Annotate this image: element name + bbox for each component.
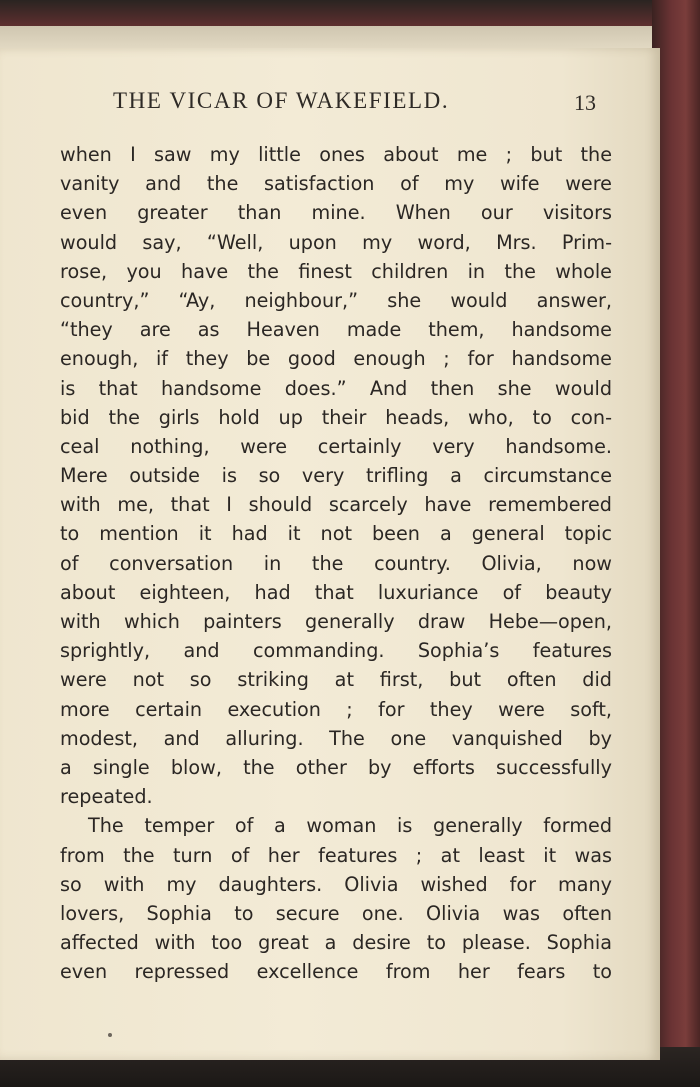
text-line: would say, “Well, upon my word, Mrs. Prim- (60, 230, 612, 254)
text-line: sprightly, and commanding. Sophia’s features (60, 639, 612, 663)
text-line: even greater than mine. When our visitors (60, 201, 612, 225)
text-line: is that handsome does.” And then she would (60, 376, 612, 400)
text-line: of conversation in the country. Olivia, now (60, 551, 612, 575)
text-line: lovers, Sophia to secure one. Olivia was often (60, 901, 612, 925)
text-line: Mere outside is so very trifling a circumstance (60, 464, 612, 488)
text-line: from the turn of her features ; at least it was (60, 843, 612, 867)
paper-speck (108, 1033, 112, 1037)
text-line: a single blow, the other by efforts successfully (60, 755, 612, 779)
text-line: even repressed excellence from her fears to (60, 960, 612, 984)
page-number: 13 (574, 90, 596, 115)
text-line: about eighteen, had that luxuriance of beauty (60, 580, 612, 604)
text-line: modest, and alluring. The one vanquished by (60, 726, 612, 750)
text-line: were not so striking at first, but often did (60, 668, 612, 692)
text-line: more certain execution ; for they were soft, (60, 697, 612, 721)
running-title: THE VICAR OF WAKEFIELD. (113, 88, 450, 113)
running-head (0, 88, 660, 122)
text-line: “they are as Heaven made them, handsome (60, 318, 612, 342)
text-line: when I saw my little ones about me ; but the (60, 143, 612, 166)
text-line: enough, if they be good enough ; for handsome (60, 347, 612, 371)
text-line: country,” “Ay, neighbour,” she would answer, (60, 288, 612, 312)
text-line: rose, you have the finest children in the whole (60, 259, 612, 283)
text-line: with which painters generally draw Hebe—open, (60, 610, 612, 633)
text-line: to mention it had it not been a general topic (60, 522, 612, 546)
text-line: with me, that I should scarcely have remembered (60, 493, 612, 517)
text-line: vanity and the satisfaction of my wife were (60, 172, 612, 196)
text-line: repeated. (60, 785, 153, 809)
text-line: The temper of a woman is generally formed (88, 814, 612, 838)
text-line: ceal nothing, were certainly very handsome. (60, 434, 612, 458)
text-line: so with my daughters. Olivia wished for many (60, 872, 612, 896)
text-line: bid the girls hold up their heads, who, to con- (60, 405, 612, 429)
book-page (0, 48, 660, 1060)
text-line: affected with too great a desire to please. Sophia (60, 931, 612, 955)
body-text (60, 140, 612, 986)
